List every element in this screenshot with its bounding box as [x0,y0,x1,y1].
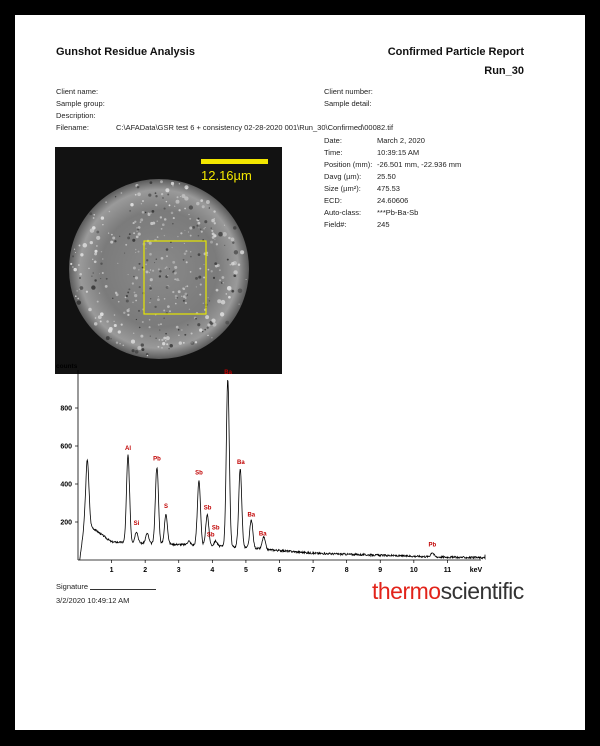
davg-value: 25.50 [377,172,396,181]
y-tick-label: 800 [60,405,72,413]
x-tick-label: 2 [143,567,148,574]
y-tick-label: 200 [60,519,72,527]
x-tick-label: 3 [176,567,181,574]
spectrum-trace [80,380,485,560]
description-label: Description: [56,111,96,120]
client-number-label: Client number: [324,87,373,96]
field-label: Field#: [324,220,347,229]
spectrum-line [80,380,485,560]
x-tick-label: 11 [443,567,452,574]
sample-group-label: Sample group: [56,99,105,108]
peak-label-sb: Sb [206,532,215,539]
client-name-label: Client name: [56,87,99,96]
peak-label-pb: Pb [428,542,437,549]
x-tick-label: 9 [378,567,383,574]
date-value: March 2, 2020 [377,136,425,145]
x-axis-label: keV [469,567,483,574]
x-tick-label: 5 [243,567,248,574]
ecd-value: 24.60606 [377,196,409,205]
size-value: 475.53 [377,184,400,193]
position-value: -26.501 mm, -22.936 mm [377,160,462,169]
y-tick-label: 400 [60,481,72,489]
peak-label-pb: Pb [153,456,161,463]
peak-label-ba: Ba [247,512,256,519]
spectrum-peak-labels [125,370,436,549]
report-title: Gunshot Residue Analysis [56,46,195,58]
scale-bar-label: 12.16µm [201,168,252,183]
run-id: Run_30 [484,65,524,77]
x-tick-label: 1 [109,567,114,574]
time-label: Time: [324,148,343,157]
date-label: Date: [324,136,342,145]
field-value: 245 [377,220,390,229]
position-label: Position (mm): [324,160,373,169]
logo-scientific: scientific [440,578,524,604]
peak-label-ba: Ba [237,460,245,467]
davg-label: Davg (µm): [324,172,362,181]
peak-label-ba: Ba [224,369,232,376]
x-tick-label: 6 [277,567,282,574]
peak-label-al: Al [125,445,132,452]
sample-detail-label: Sample detail: [324,99,372,108]
peak-label-sb: Sb [195,470,203,477]
filename-value: C:\AFAData\GSR test 6 + consistency 02-28-2020 001\Run_30\Confirmed\00082.tif [116,123,394,132]
x-tick-label: 8 [344,567,349,574]
size-label: Size (µm²): [324,184,361,193]
auto-class-label: Auto-class: [324,208,362,217]
signature-line [90,589,156,590]
x-tick-label: 4 [210,567,215,574]
peak-label-si: Si [133,520,140,527]
spectrum-axes [56,363,483,574]
ecd-label: ECD: [324,196,342,205]
y-axis-label: counts [56,363,78,370]
report-subtitle: Confirmed Particle Report [387,46,524,58]
y-tick-label: 600 [60,443,72,451]
report-page [15,15,585,730]
thermo-scientific-logo [372,578,524,605]
peak-label-sb: Sb [203,505,212,512]
peak-label-ba: Ba [258,531,267,538]
peak-label-sb: Sb [211,525,220,532]
signature-label: Signature [56,582,89,591]
print-timestamp: 3/2/2020 10:49:12 AM [56,596,130,605]
x-tick-label: 7 [311,567,316,574]
x-tick-label: 10 [409,567,418,574]
time-value: 10:39:15 AM [377,148,420,157]
filename-label: Filename: [56,123,89,132]
eds-spectrum-chart [15,15,585,730]
logo-thermo: thermo [372,578,441,604]
peak-label-s: S [163,503,168,510]
auto-class-value: ***Pb-Ba-Sb [377,208,419,217]
